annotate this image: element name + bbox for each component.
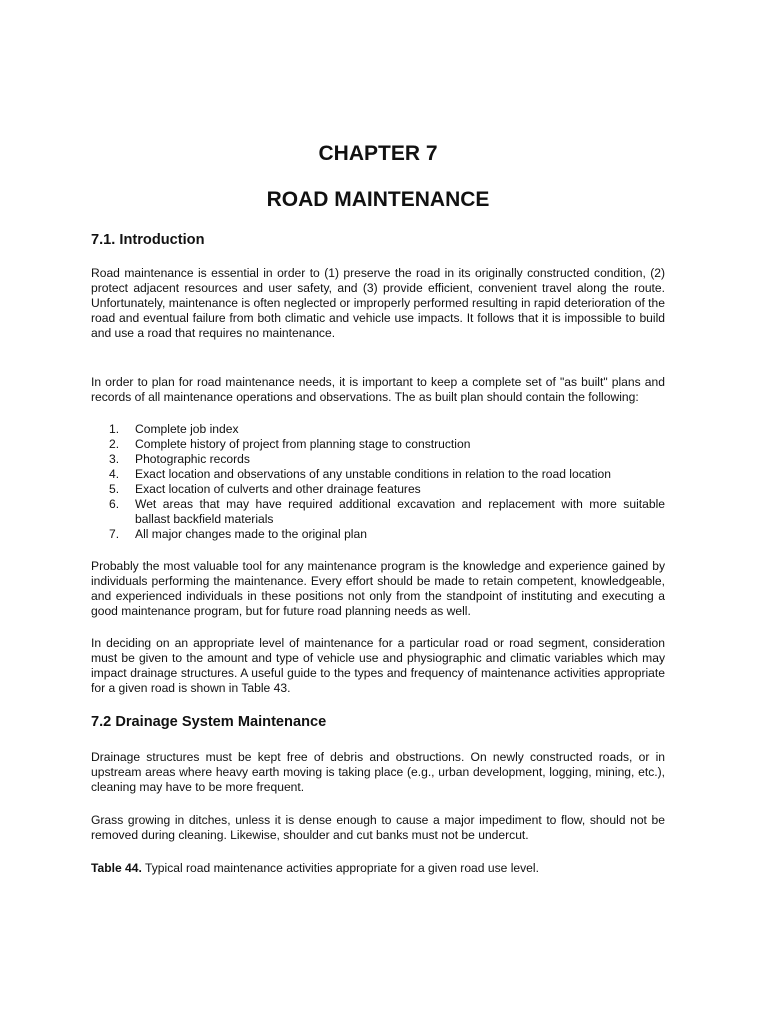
table-caption bbox=[91, 861, 665, 876]
chapter-title: ROAD MAINTENANCE bbox=[266, 188, 490, 211]
list-item bbox=[91, 422, 665, 437]
list-item-text: Wet areas that may have required additional excavation and replacement with more suitable ballast backfield materials bbox=[135, 497, 665, 526]
list-item-number: 6. bbox=[109, 497, 120, 511]
list-item bbox=[91, 452, 665, 467]
paragraph-drainage-2: Grass growing in ditches, unless it is dense enough to cause a major impediment to flow, should not be removed during cleaning. Likewise, shoulder and cut banks must not be undercut. bbox=[91, 813, 665, 842]
chapter-number: CHAPTER 7 bbox=[318, 142, 438, 165]
table-caption-text: Typical road maintenance activities appropriate for a given road use level. bbox=[141, 861, 539, 875]
list-item-number: 5. bbox=[109, 482, 120, 496]
list-item bbox=[91, 482, 665, 497]
list-item bbox=[91, 527, 665, 542]
list-item bbox=[91, 497, 665, 527]
list-item-text: Exact location and observations of any unstable conditions in relation to the road location bbox=[135, 467, 611, 481]
list-item-text: Photographic records bbox=[135, 452, 250, 466]
list-item bbox=[91, 467, 665, 482]
list-item-number: 1. bbox=[109, 422, 120, 436]
paragraph-intro-4: In deciding on an appropriate level of maintenance for a particular road or road segment, consideration must be given to the amount and type of vehicle use and physiographic and climatic variables which may impact drainage structures. A useful guide to the types and frequency of maintenance activities appropriate for a given road is shown in Table 43. bbox=[91, 636, 665, 695]
list-item-number: 3. bbox=[109, 452, 120, 466]
list-item-number: 2. bbox=[109, 437, 120, 451]
section-heading-introduction: 7.1. Introduction bbox=[91, 232, 205, 248]
paragraph-intro-1: Road maintenance is essential in order to (1) preserve the road in its originally constructed condition, (2) protect adjacent resources and user safety, and (3) provide efficient, convenient travel along the route. Unfortunately, maintenance is often neglected or improperly performed resulting in rapid deterioration of the road and eventual failure from both climatic and vehicle use impacts. It follows that it is impossible to build and use a road that requires no maintenance. bbox=[91, 266, 665, 340]
list-item bbox=[91, 437, 665, 452]
section-heading-drainage: 7.2 Drainage System Maintenance bbox=[91, 714, 327, 730]
paragraph-intro-2: In order to plan for road maintenance needs, it is important to keep a complete set of "as built" plans and records of all maintenance operations and observations. The as built plan should contain the following: bbox=[91, 375, 665, 404]
list-item-text: All major changes made to the original plan bbox=[135, 527, 367, 541]
list-item-text: Complete history of project from planning stage to construction bbox=[135, 437, 471, 451]
list-item-text: Exact location of culverts and other drainage features bbox=[135, 482, 421, 496]
list-item-text: Complete job index bbox=[135, 422, 239, 436]
paragraph-intro-3: Probably the most valuable tool for any maintenance program is the knowledge and experience gained by individuals performing the maintenance. Every effort should be made to retain competent, knowledgeable, and experienced individuals in these positions not only from the standpoint of instituting and executing a good maintenance program, but for future road planning needs as well. bbox=[91, 559, 665, 618]
as-built-plan-list bbox=[91, 422, 665, 542]
table-caption-label: Table 44. bbox=[91, 861, 142, 875]
list-item-number: 4. bbox=[109, 467, 120, 481]
list-item-number: 7. bbox=[109, 527, 120, 541]
paragraph-drainage-1: Drainage structures must be kept free of debris and obstructions. On newly constructed roads, or in upstream areas where heavy earth moving is taking place (e.g., urban development, logging, mining, etc.), cleaning may have to be more frequent. bbox=[91, 750, 665, 794]
